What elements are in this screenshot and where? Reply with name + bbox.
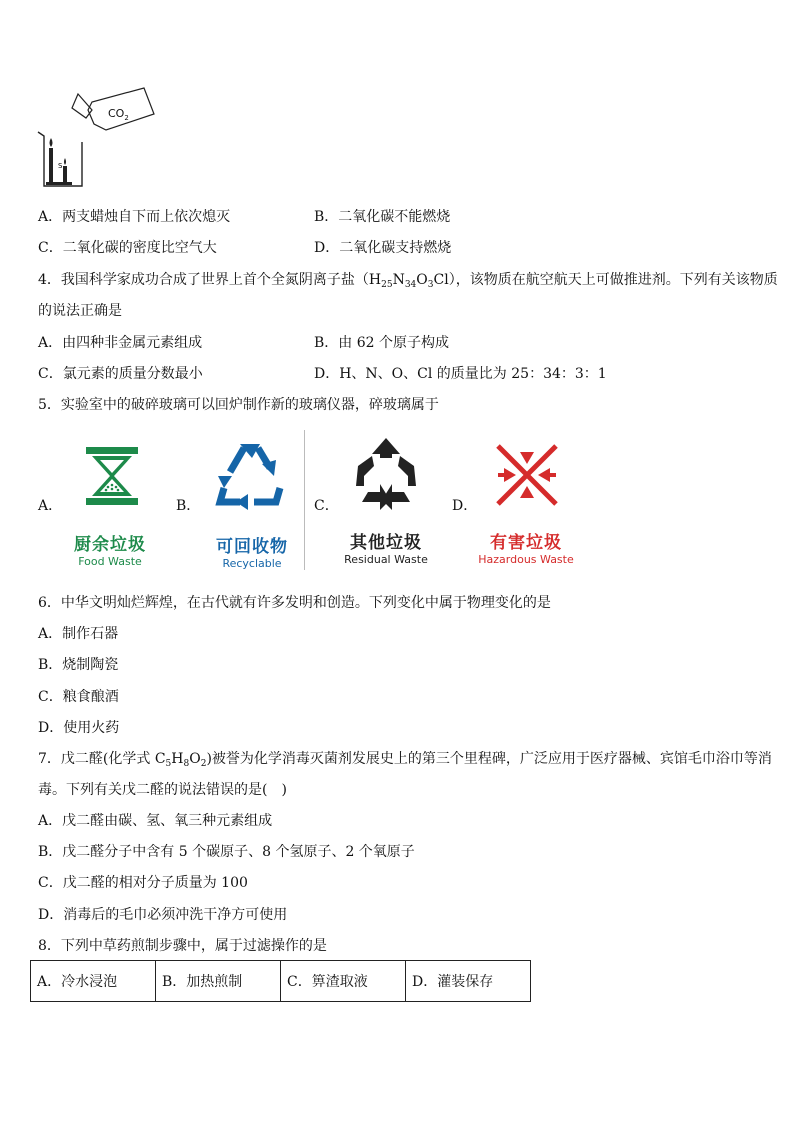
q7-option-c: C．戊二醛的相对分子质量为 100 — [38, 875, 248, 891]
residual-waste-icon — [350, 436, 422, 512]
q4-option-b: B．由 62 个原子构成 — [314, 335, 450, 351]
q5-letter-a: A． — [38, 498, 63, 514]
co2-bottle-label: $CO_2$ — [108, 107, 129, 122]
hazardous-waste-icon — [494, 442, 560, 508]
q3-option-b: B．二氧化碳不能燃烧 — [314, 209, 451, 225]
q6-option-b: B．烧制陶瓷 — [38, 657, 119, 673]
q3-option-a: A．两支蜡烛自下而上依次熄灭 — [38, 209, 231, 225]
bin-label-recyclable — [192, 532, 312, 570]
q3-option-d: D．二氧化碳支持燃烧 — [314, 240, 452, 256]
q6-stem: 6．中华文明灿烂辉煌，在古代就有许多发明和创造。下列变化中属于物理变化的是 — [38, 595, 551, 611]
q8-option-d: D．灌装保存 — [406, 961, 531, 1002]
q4-option-a: A．由四种非金属元素组成 — [38, 335, 203, 351]
q8-option-b: B．加热煎制 — [156, 961, 281, 1002]
bin-cn-hazardous: 有害垃圾 — [490, 533, 562, 553]
q5-letter-c: C． — [314, 498, 339, 514]
recyclable-icon — [214, 440, 290, 510]
q7-stem-line2: 毒。下列有关戊二醛的说法错误的是( ) — [38, 782, 287, 798]
bin-en-residual: Residual Waste — [344, 553, 428, 566]
co2-beaker-figure — [36, 86, 166, 192]
bin-cn-food: 厨余垃圾 — [74, 535, 146, 555]
bin-cn-residual: 其他垃圾 — [350, 533, 422, 553]
bin-en-food: Food Waste — [78, 555, 142, 568]
q6-option-a: A．制作石器 — [38, 626, 119, 642]
bin-label-residual — [326, 528, 446, 566]
bin-label-hazardous — [466, 528, 586, 566]
q4-option-d: D．H、N、O、Cl 的质量比为 25：34：3：1 — [314, 366, 607, 382]
q7-option-a: A．戊二醛由碳、氢、氧三种元素组成 — [38, 813, 273, 829]
q5-letter-b: B． — [176, 498, 201, 514]
q4-stem-line2: 的说法正确是 — [38, 303, 122, 319]
q8-option-a: A．冷水浸泡 — [31, 961, 156, 1002]
q6-option-d: D．使用火药 — [38, 720, 120, 736]
q8-option-c: C．箅渣取液 — [281, 961, 406, 1002]
q4-stem: 4．我国科学家成功合成了世界上首个全氮阴离子盐$(H_{25}N_{34}O_3Cl)$，该物质在航空航天上可做推进剂。下列有关该物质 — [38, 272, 778, 290]
q4-option-c: C．氯元素的质量分数最小 — [38, 366, 203, 382]
q7-stem: 7．戊二醛(化学式 $C_5H_8O_2$)被誉为化学消毒灭菌剂发展史上的第三个里程碑，广泛应用于医疗器械、宾馆毛巾浴巾等消 — [38, 751, 772, 769]
candle-label: S — [58, 162, 63, 170]
q5-stem: 5．实验室中的破碎玻璃可以回炉制作新的玻璃仪器，碎玻璃属于 — [38, 397, 439, 413]
q8-options-table — [30, 960, 531, 1002]
food-waste-icon — [84, 445, 140, 507]
bin-en-recyclable: Recyclable — [222, 557, 282, 570]
bin-en-hazardous: Hazardous Waste — [478, 553, 574, 566]
beaker-icon — [38, 132, 82, 186]
q8-stem: 8．下列中草药煎制步骤中，属于过滤操作的是 — [38, 938, 327, 954]
q7-option-b: B．戊二醛分子中含有 5 个碳原子、8 个氢原子、2 个氧原子 — [38, 844, 415, 860]
q3-option-c: C．二氧化碳的密度比空气大 — [38, 240, 217, 256]
q6-option-c: C．粮食酿酒 — [38, 689, 119, 705]
bin-cn-recyclable: 可回收物 — [216, 537, 288, 557]
q5-letter-d: D． — [452, 498, 478, 514]
q7-option-d: D．消毒后的毛巾必须冲洗干净方可使用 — [38, 907, 288, 923]
bin-label-food — [50, 530, 170, 568]
